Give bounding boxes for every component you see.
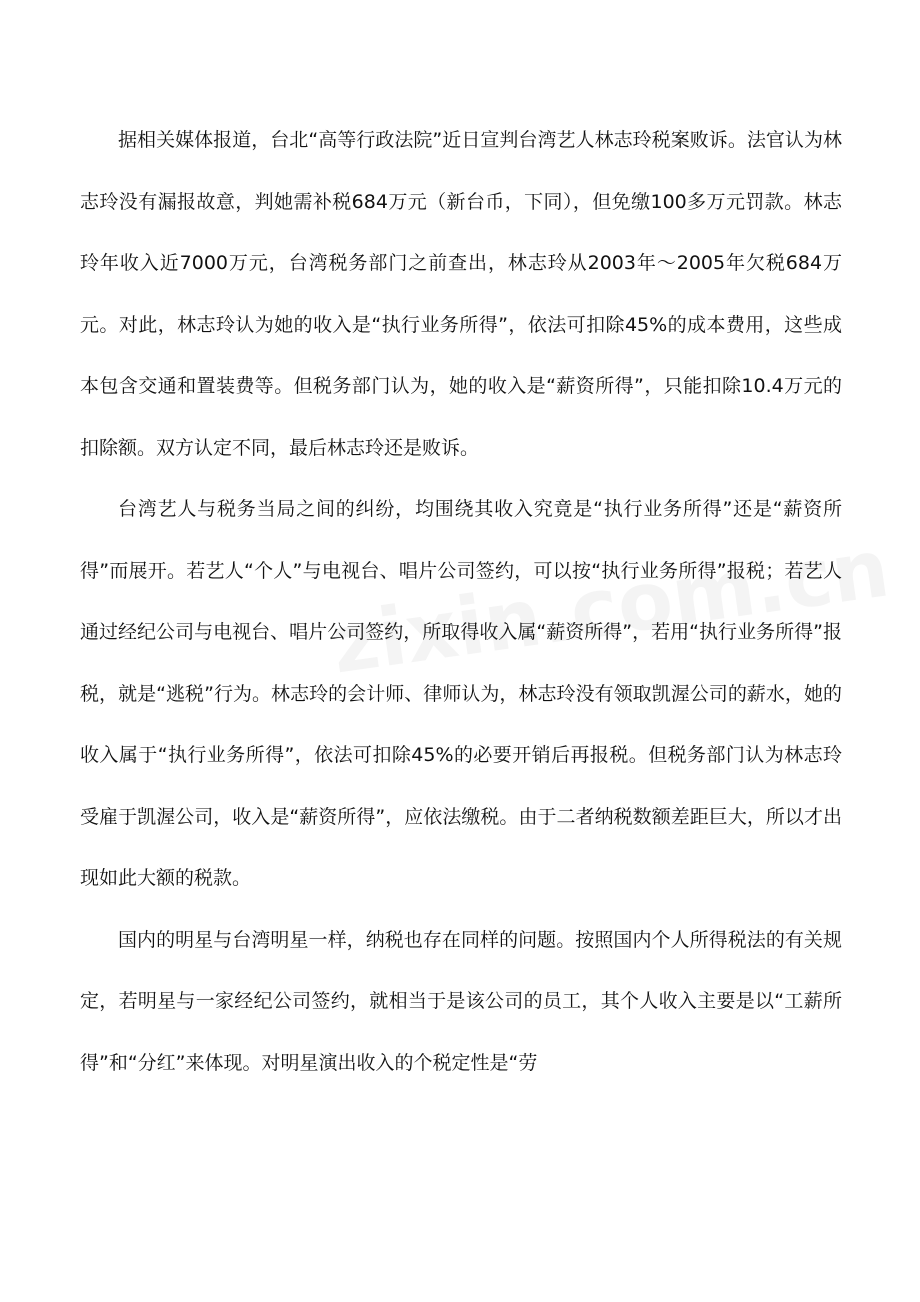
paragraph-2: 台湾艺人与税务当局之间的纠纷，均围绕其收入究竟是“执行业务所得”还是“薪资所得”而展开。若艺人“个人”与电视台、唱片公司签约，可以按“执行业务所得”报税；若艺人通过经纪公司与电视台、唱片公司签约，所取得收入属“薪资所得”，若用“执行业务所得”报税，就是“逃税”行为。林志玲的会计师、律师认为，林志玲没有领取凯渥公司的薪水，她的收入属于“执行业务所得”，依法可扣除45%的必要开销后再报税。但税务部门认为林志玲受雇于凯渥公司，收入是“薪资所得”，应依法缴税。由于二者纳税数额差距巨大，所以才出现如此大额的税款。: [80, 498, 842, 889]
paragraph-3: 国内的明星与台湾明星一样，纳税也存在同样的问题。按照国内个人所得税法的有关规定，若明星与一家经纪公司签约，就相当于是该公司的员工，其个人收入主要是以“工薪所得”和“分红”来体现。对明星演出收入的个税定性是“劳: [80, 928, 842, 1074]
document-body: [80, 110, 842, 1094]
paragraph-1: 据相关媒体报道，台北“高等行政法院”近日宣判台湾艺人林志玲税案败诉。法官认为林志玲没有漏报故意，判她需补税684万元（新台币，下同），但免缴100多万元罚款。林志玲年收入近7000万元，台湾税务部门之前查出，林志玲从2003年～2005年欠税684万元。对此，林志玲认为她的收入是“执行业务所得”，依法可扣除45%的成本费用，这些成本包含交通和置装费等。但税务部门认为，她的收入是“薪资所得”，只能扣除10.4万元的扣除额。双方认定不同，最后林志玲还是败诉。: [80, 129, 842, 459]
